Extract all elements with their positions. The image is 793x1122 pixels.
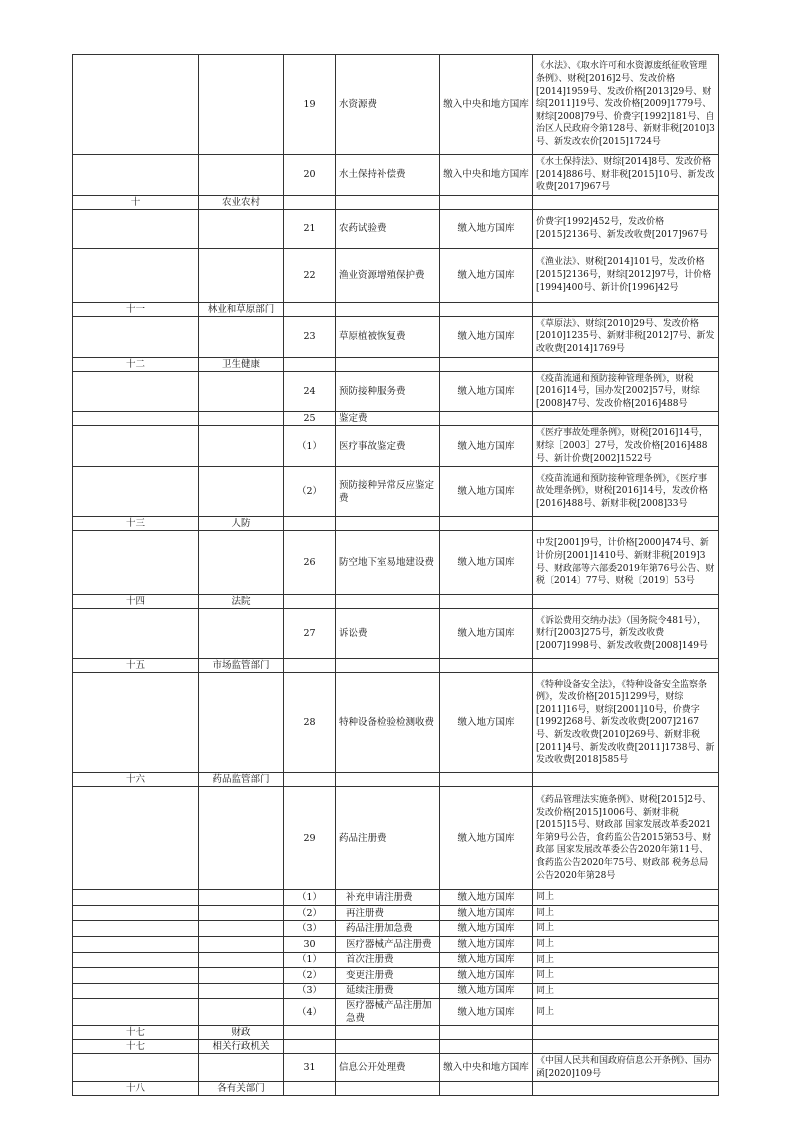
payment-destination-cell: 缴入地方国库 xyxy=(440,921,533,937)
policy-basis-cell: 《药品管理法实施条例》、财税[2015]2号、发改价格[2015]1006号、新财非税[2015]15号、财政部 国家发展改革委2021年第9号公告，食药监公告2015第53号、财政部 国家发展改革委公告2020年第11号、食药监公告2020年75号、财政部 税务总局公告2020年第28号 xyxy=(533,787,719,890)
payment-destination-cell: 缴入地方国库 xyxy=(440,531,533,595)
fee-name-cell: 草原植被恢复费 xyxy=(336,316,440,357)
category-number-cell xyxy=(73,412,199,426)
item-number-cell: （3） xyxy=(284,983,336,999)
category-number-cell: 十 xyxy=(73,195,199,209)
category-number-cell xyxy=(73,426,199,467)
policy-basis-cell: 同上 xyxy=(533,890,719,906)
payment-destination-cell: 缴入地方国库 xyxy=(440,999,533,1026)
policy-basis-cell: 《草原法》、财综[2010]29号、发改价格[2010]1235号、新财非税[2012]7号、新发改收费[2014]1769号 xyxy=(533,316,719,357)
policy-basis-cell xyxy=(533,1026,719,1040)
policy-basis-cell: 《疫苗流通和预防接种管理条例》，财税[2016]14号，国办发[2002]57号，财综[2008]47号、发改价格[2016]488号 xyxy=(533,371,719,412)
payment-destination-cell: 缴入地方国库 xyxy=(440,248,533,302)
category-number-cell xyxy=(73,936,199,952)
item-number-cell xyxy=(284,357,336,371)
department-cell xyxy=(199,936,284,952)
item-number-cell: 31 xyxy=(284,1054,336,1082)
table-row xyxy=(73,609,719,659)
category-number-cell xyxy=(73,787,199,890)
payment-destination-cell xyxy=(440,1040,533,1054)
item-number-cell xyxy=(284,195,336,209)
department-cell xyxy=(199,531,284,595)
department-cell xyxy=(199,371,284,412)
department-cell xyxy=(199,316,284,357)
category-number-cell xyxy=(73,952,199,968)
department-cell: 农业农村 xyxy=(199,195,284,209)
table-row xyxy=(73,357,719,371)
payment-destination-cell: 缴入地方国库 xyxy=(440,952,533,968)
department-cell: 市场监管部门 xyxy=(199,659,284,673)
payment-destination-cell: 缴入地方国库 xyxy=(440,609,533,659)
category-number-cell: 十六 xyxy=(73,773,199,787)
fee-table xyxy=(72,54,719,1096)
fee-name-cell: 渔业资源增殖保护费 xyxy=(336,248,440,302)
item-number-cell: 27 xyxy=(284,609,336,659)
policy-basis-cell: 《诉讼费用交纳办法》（国务院令481号），财行[2003]275号，新发改收费[2007]1998号、新发改收费[2008]149号 xyxy=(533,609,719,659)
department-cell xyxy=(199,787,284,890)
category-number-cell xyxy=(73,371,199,412)
item-number-cell: 20 xyxy=(284,155,336,196)
table-row xyxy=(73,673,719,773)
table-row xyxy=(73,155,719,196)
category-number-cell xyxy=(73,209,199,248)
category-number-cell xyxy=(73,890,199,906)
category-number-cell: 十三 xyxy=(73,517,199,531)
item-number-cell xyxy=(284,773,336,787)
category-number-cell: 十七 xyxy=(73,1040,199,1054)
policy-basis-cell: 同上 xyxy=(533,905,719,921)
department-cell xyxy=(199,968,284,984)
policy-basis-cell: 同上 xyxy=(533,952,719,968)
fee-table-body xyxy=(73,55,719,1096)
table-row xyxy=(73,316,719,357)
item-number-cell: （1） xyxy=(284,890,336,906)
payment-destination-cell: 缴入地方国库 xyxy=(440,787,533,890)
category-number-cell xyxy=(73,316,199,357)
department-cell: 林业和草原部门 xyxy=(199,302,284,316)
policy-basis-cell: 同上 xyxy=(533,936,719,952)
category-number-cell xyxy=(73,155,199,196)
policy-basis-cell xyxy=(533,517,719,531)
department-cell xyxy=(199,952,284,968)
fee-name-cell: 水土保持补偿费 xyxy=(336,155,440,196)
fee-name-cell xyxy=(336,195,440,209)
department-cell: 药品监管部门 xyxy=(199,773,284,787)
fee-name-cell xyxy=(336,517,440,531)
table-row xyxy=(73,905,719,921)
policy-basis-cell xyxy=(533,357,719,371)
fee-name-cell xyxy=(336,1040,440,1054)
policy-basis-cell: 中发[2001]9号，计价格[2000]474号、新计价房[2001]1410号、新财非税[2019]3号、财政部等六部委2019年第76号公告、财税〔2014〕77号、财税〔2019〕53号 xyxy=(533,531,719,595)
table-row xyxy=(73,371,719,412)
department-cell xyxy=(199,412,284,426)
fee-name-cell xyxy=(336,1082,440,1096)
payment-destination-cell: 缴入地方国库 xyxy=(440,968,533,984)
item-number-cell xyxy=(284,1026,336,1040)
item-number-cell: （2） xyxy=(284,968,336,984)
department-cell xyxy=(199,983,284,999)
payment-destination-cell: 缴入地方国库 xyxy=(440,936,533,952)
payment-destination-cell xyxy=(440,595,533,609)
item-number-cell: 21 xyxy=(284,209,336,248)
table-row xyxy=(73,531,719,595)
category-number-cell xyxy=(73,968,199,984)
fee-name-cell xyxy=(336,302,440,316)
fee-name-cell: 药品注册费 xyxy=(336,787,440,890)
fee-name-cell: 防空地下室易地建设费 xyxy=(336,531,440,595)
category-number-cell xyxy=(73,921,199,937)
table-row xyxy=(73,248,719,302)
table-row xyxy=(73,936,719,952)
item-number-cell xyxy=(284,659,336,673)
department-cell xyxy=(199,999,284,1026)
department-cell xyxy=(199,1054,284,1082)
fee-name-cell: 延续注册费 xyxy=(336,983,440,999)
payment-destination-cell: 缴入中央和地方国库 xyxy=(440,1054,533,1082)
fee-name-cell: 农药试验费 xyxy=(336,209,440,248)
department-cell: 人防 xyxy=(199,517,284,531)
item-number-cell: （1） xyxy=(284,952,336,968)
policy-basis-cell: 《疫苗流通和预防接种管理条例》，《医疗事故处理条例》，财税[2016]14号，发改价格[2016]488号、新财非税[2008]33号 xyxy=(533,467,719,517)
payment-destination-cell: 缴入地方国库 xyxy=(440,905,533,921)
policy-basis-cell: 《特种设备安全法》，《特种设备安全监察条例》，发改价格[2015]1299号，财综[2011]16号，财综[2001]10号，价费字[1992]268号、新发改收费[2007]2167号、新发改收费[2010]269号、新财非税[2011]4号、新发改收费[2011]1738号、新发改收费[2018]585号 xyxy=(533,673,719,773)
payment-destination-cell: 缴入地方国库 xyxy=(440,426,533,467)
department-cell: 相关行政机关 xyxy=(199,1040,284,1054)
item-number-cell xyxy=(284,1040,336,1054)
fee-name-cell: 补充申请注册费 xyxy=(336,890,440,906)
payment-destination-cell xyxy=(440,302,533,316)
policy-basis-cell xyxy=(533,595,719,609)
policy-basis-cell xyxy=(533,195,719,209)
payment-destination-cell xyxy=(440,412,533,426)
fee-name-cell: 水资源费 xyxy=(336,55,440,155)
department-cell xyxy=(199,248,284,302)
department-cell xyxy=(199,467,284,517)
policy-basis-cell: 同上 xyxy=(533,983,719,999)
department-cell xyxy=(199,673,284,773)
department-cell xyxy=(199,890,284,906)
fee-name-cell: 鉴定费 xyxy=(336,412,440,426)
category-number-cell xyxy=(73,531,199,595)
fee-name-cell: 信息公开处理费 xyxy=(336,1054,440,1082)
department-cell xyxy=(199,609,284,659)
item-number-cell: 24 xyxy=(284,371,336,412)
fee-name-cell: 预防接种异常反应鉴定费 xyxy=(336,467,440,517)
item-number-cell: （4） xyxy=(284,999,336,1026)
fee-name-cell: 首次注册费 xyxy=(336,952,440,968)
category-number-cell xyxy=(73,999,199,1026)
fee-name-cell: 再注册费 xyxy=(336,905,440,921)
item-number-cell: 25 xyxy=(284,412,336,426)
payment-destination-cell xyxy=(440,1026,533,1040)
item-number-cell xyxy=(284,517,336,531)
item-number-cell: 26 xyxy=(284,531,336,595)
table-row xyxy=(73,921,719,937)
table-row xyxy=(73,968,719,984)
category-number-cell: 十一 xyxy=(73,302,199,316)
fee-name-cell: 医疗事故鉴定费 xyxy=(336,426,440,467)
item-number-cell: 29 xyxy=(284,787,336,890)
payment-destination-cell xyxy=(440,773,533,787)
department-cell xyxy=(199,426,284,467)
category-number-cell xyxy=(73,248,199,302)
policy-basis-cell xyxy=(533,1040,719,1054)
policy-basis-cell: 《中国人民共和国政府信息公开条例》、国办函[2020]109号 xyxy=(533,1054,719,1082)
department-cell xyxy=(199,209,284,248)
table-row xyxy=(73,773,719,787)
table-row xyxy=(73,1082,719,1096)
table-row xyxy=(73,787,719,890)
category-number-cell: 十八 xyxy=(73,1082,199,1096)
fee-name-cell: 医疗器械产品注册加急费 xyxy=(336,999,440,1026)
fee-name-cell xyxy=(336,1026,440,1040)
payment-destination-cell xyxy=(440,517,533,531)
table-row xyxy=(73,1026,719,1040)
department-cell: 卫生健康 xyxy=(199,357,284,371)
category-number-cell: 十五 xyxy=(73,659,199,673)
category-number-cell xyxy=(73,1054,199,1082)
table-row xyxy=(73,467,719,517)
table-row xyxy=(73,890,719,906)
policy-basis-cell: 《水土保持法》、财综[2014]8号、发改价格[2014]886号、财非税[2015]10号、新发改收费[2017]967号 xyxy=(533,155,719,196)
category-number-cell: 十七 xyxy=(73,1026,199,1040)
fee-name-cell: 变更注册费 xyxy=(336,968,440,984)
table-row xyxy=(73,302,719,316)
policy-basis-cell: 《医疗事故处理条例》，财税[2016]14号，财综［2003］27号，发改价格[2016]488号、新计价费[2002]1522号 xyxy=(533,426,719,467)
item-number-cell: （2） xyxy=(284,467,336,517)
fee-name-cell xyxy=(336,357,440,371)
category-number-cell: 十二 xyxy=(73,357,199,371)
category-number-cell xyxy=(73,905,199,921)
fee-name-cell xyxy=(336,595,440,609)
table-row xyxy=(73,595,719,609)
policy-basis-cell xyxy=(533,412,719,426)
department-cell: 法院 xyxy=(199,595,284,609)
fee-name-cell xyxy=(336,659,440,673)
policy-basis-cell: 《渔业法》、财税[2014]101号，发改价格[2015]2136号，财综[2012]97号，计价格[1994]400号、新计价[1996]42号 xyxy=(533,248,719,302)
payment-destination-cell xyxy=(440,195,533,209)
item-number-cell: （2） xyxy=(284,905,336,921)
fee-name-cell: 特种设备检验检测收费 xyxy=(336,673,440,773)
category-number-cell: 十四 xyxy=(73,595,199,609)
policy-basis-cell: 价费字[1992]452号，发改价格[2015]2136号、新发改收费[2017]967号 xyxy=(533,209,719,248)
department-cell xyxy=(199,155,284,196)
fee-name-cell: 医疗器械产品注册费 xyxy=(336,936,440,952)
department-cell xyxy=(199,921,284,937)
payment-destination-cell: 缴入地方国库 xyxy=(440,983,533,999)
category-number-cell xyxy=(73,609,199,659)
table-row xyxy=(73,952,719,968)
item-number-cell: 30 xyxy=(284,936,336,952)
payment-destination-cell: 缴入地方国库 xyxy=(440,467,533,517)
item-number-cell: 28 xyxy=(284,673,336,773)
fee-name-cell: 预防接种服务费 xyxy=(336,371,440,412)
table-row xyxy=(73,55,719,155)
item-number-cell xyxy=(284,302,336,316)
policy-basis-cell xyxy=(533,302,719,316)
policy-basis-cell: 同上 xyxy=(533,999,719,1026)
table-row xyxy=(73,209,719,248)
payment-destination-cell xyxy=(440,357,533,371)
category-number-cell xyxy=(73,55,199,155)
item-number-cell xyxy=(284,1082,336,1096)
fee-name-cell: 诉讼费 xyxy=(336,609,440,659)
payment-destination-cell: 缴入地方国库 xyxy=(440,890,533,906)
department-cell xyxy=(199,55,284,155)
payment-destination-cell: 缴入地方国库 xyxy=(440,371,533,412)
policy-basis-cell xyxy=(533,773,719,787)
table-row xyxy=(73,659,719,673)
policy-basis-cell xyxy=(533,659,719,673)
payment-destination-cell xyxy=(440,1082,533,1096)
item-number-cell: 19 xyxy=(284,55,336,155)
payment-destination-cell: 缴入地方国库 xyxy=(440,673,533,773)
table-row xyxy=(73,983,719,999)
payment-destination-cell: 缴入地方国库 xyxy=(440,209,533,248)
department-cell xyxy=(199,905,284,921)
category-number-cell xyxy=(73,467,199,517)
department-cell: 财政 xyxy=(199,1026,284,1040)
department-cell: 各有关部门 xyxy=(199,1082,284,1096)
policy-basis-cell xyxy=(533,1082,719,1096)
table-row xyxy=(73,1040,719,1054)
fee-name-cell: 药品注册加急费 xyxy=(336,921,440,937)
payment-destination-cell: 缴入中央和地方国库 xyxy=(440,155,533,196)
payment-destination-cell xyxy=(440,659,533,673)
fee-name-cell xyxy=(336,773,440,787)
table-row xyxy=(73,999,719,1026)
item-number-cell: （1） xyxy=(284,426,336,467)
item-number-cell: （3） xyxy=(284,921,336,937)
table-row xyxy=(73,1054,719,1082)
item-number-cell xyxy=(284,595,336,609)
payment-destination-cell: 缴入中央和地方国库 xyxy=(440,55,533,155)
table-row xyxy=(73,412,719,426)
item-number-cell: 23 xyxy=(284,316,336,357)
table-row xyxy=(73,517,719,531)
category-number-cell xyxy=(73,673,199,773)
table-row xyxy=(73,426,719,467)
payment-destination-cell: 缴入地方国库 xyxy=(440,316,533,357)
item-number-cell: 22 xyxy=(284,248,336,302)
policy-basis-cell: 《水法》、《取水许可和水资源废纸征收管理条例》、财税[2016]2号、发改价格[2014]1959号、发改价格[2013]29号、财综[2011]19号、发改价格[2009]1779号、财综[2008]79号、价费字[1992]181号、自治区人民政府令第128号、新财非税[2010]3号、新发改农价[2015]1724号 xyxy=(533,55,719,155)
category-number-cell xyxy=(73,983,199,999)
policy-basis-cell: 同上 xyxy=(533,921,719,937)
policy-basis-cell: 同上 xyxy=(533,968,719,984)
table-row xyxy=(73,195,719,209)
